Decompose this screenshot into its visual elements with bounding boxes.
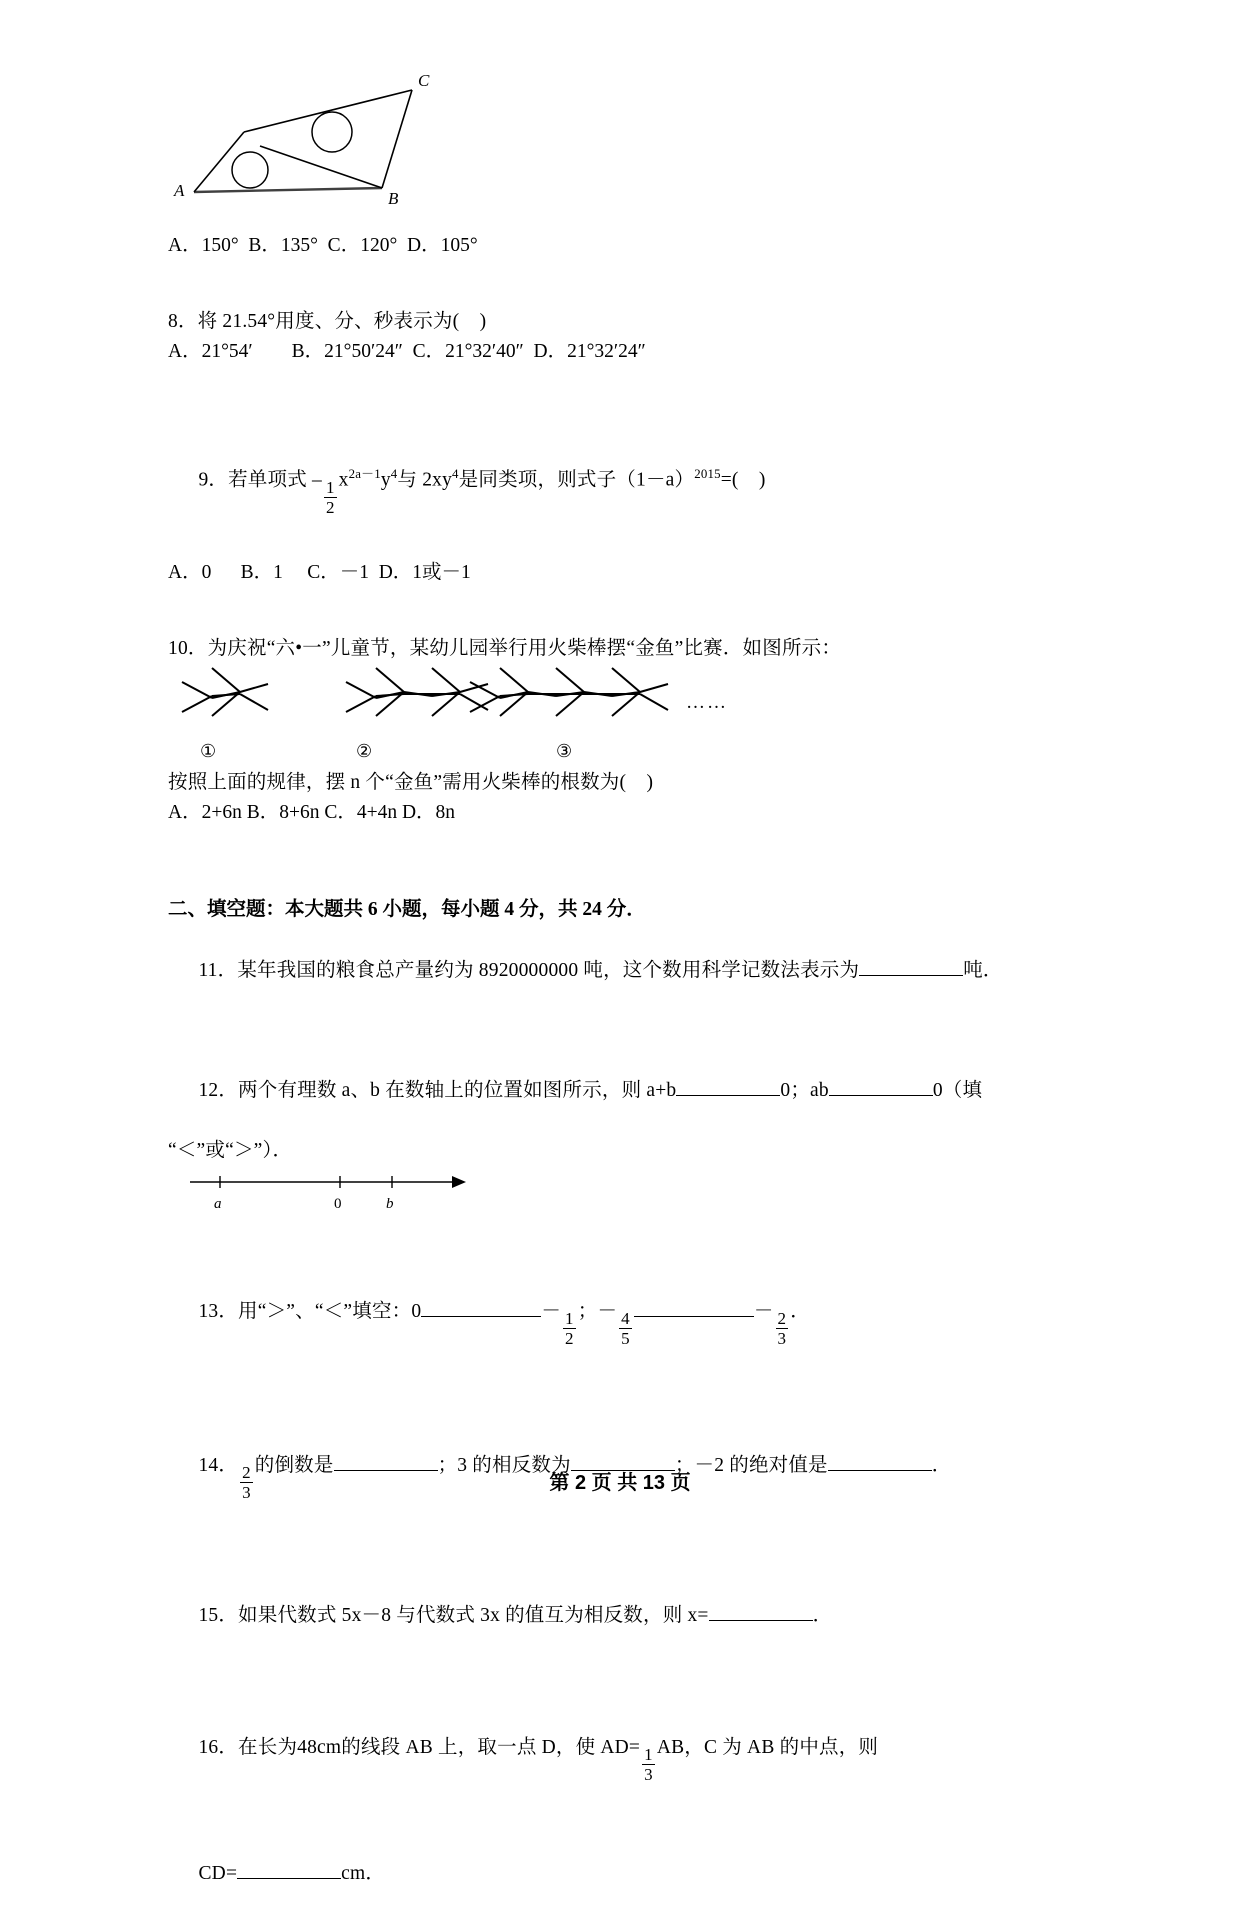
q13 xyxy=(168,1267,1088,1377)
q11 xyxy=(168,926,1088,1016)
q12-answer-blank-1[interactable] xyxy=(676,1095,780,1096)
q16-frac-numerator: 1 xyxy=(644,1745,653,1764)
q11-answer-blank[interactable] xyxy=(859,975,963,976)
vertex-label-c: C xyxy=(418,71,430,90)
q9-stem-part4: 与 2xy xyxy=(397,469,453,491)
q16-answer-blank[interactable] xyxy=(237,1878,341,1879)
q9-exponent-3: 4 xyxy=(452,467,459,481)
q9-exponent-2: 4 xyxy=(390,467,398,481)
q10-options: A．2+6n B．8+6n C．4+4n D．8n xyxy=(168,801,456,823)
triangle-diagram-svg xyxy=(172,70,472,210)
q13-suffix: ． xyxy=(790,1300,810,1322)
triangle-figure xyxy=(172,70,1088,215)
axis-tick-label-a: a xyxy=(214,1195,222,1212)
q9-exponent-4: 2015 xyxy=(694,467,721,481)
q14-part1: 的倒数是 xyxy=(254,1454,334,1476)
q8-options: A．21°54′ B．21°50′24″ C．21°32′40″ D．21°32′24″ xyxy=(168,341,646,362)
q15-answer-blank[interactable] xyxy=(709,1620,813,1621)
q14-frac-numerator: 2 xyxy=(242,1462,251,1482)
q9-options: A．0 B．1 C．－1 D．1或－1 xyxy=(168,561,471,583)
number-line-svg xyxy=(182,1166,482,1220)
q9-frac-numerator: 1 xyxy=(325,477,335,497)
q12-answer-blank-2[interactable] xyxy=(829,1095,933,1096)
q16-text-d: cm． xyxy=(341,1863,386,1884)
matchstick-fish-svg xyxy=(174,664,734,736)
q13-frac1-denominator: 2 xyxy=(565,1328,574,1348)
q9-fraction-half xyxy=(324,479,337,516)
q14-part2: ；3 的相反数为 xyxy=(437,1454,571,1476)
q16-line2 xyxy=(168,1829,1088,1919)
q12-line1 xyxy=(168,1046,1088,1136)
fish-label-3: ③ xyxy=(556,740,573,761)
q13-frac2-numerator: 4 xyxy=(621,1308,630,1328)
q16-fraction xyxy=(642,1746,655,1783)
q13-frac3-denominator: 3 xyxy=(777,1328,787,1348)
fish-label-2: ② xyxy=(356,740,373,761)
q13-answer-blank-1[interactable] xyxy=(421,1316,541,1317)
q9-stem-part1: 9．若单项式 – xyxy=(198,469,322,491)
axis-tick-label-b: b xyxy=(386,1195,394,1212)
section2-heading-text: 二、填空题：本大题共 6 小题，每小题 4 分，共 24 分． xyxy=(168,898,646,920)
q8-stem: 8．将 21.54°用度、分、秒表示为( ) xyxy=(168,311,487,332)
q16-text-c: CD= xyxy=(198,1863,238,1884)
q12-line2: “＜”或“＞”）． xyxy=(168,1139,293,1161)
q9-stem-part3: y xyxy=(380,469,391,491)
q11-text-before: 11．某年我国的粮食总产量约为 8920000000 吨，这个数用科学记数法表示为 xyxy=(198,959,860,981)
q13-frac3-sign: － xyxy=(753,1300,774,1322)
q14-prefix: 14． xyxy=(198,1454,239,1476)
q15-suffix: ． xyxy=(812,1604,833,1626)
q13-answer-blank-2[interactable] xyxy=(634,1316,754,1317)
q16-line1 xyxy=(168,1703,1088,1813)
q13-fraction-3 xyxy=(776,1310,789,1347)
q9-stem-part5: 是同类项，则式子（1－a） xyxy=(458,469,695,491)
q9-stem-part2: x xyxy=(338,469,349,491)
q14-part3: ；－2 的绝对值是 xyxy=(674,1454,828,1476)
fish-label-1: ① xyxy=(200,740,217,761)
q9-stem xyxy=(168,429,1088,546)
q14-frac-denominator: 3 xyxy=(242,1482,251,1502)
q15-text: 15．如果代数式 5x－8 与代数式 3x 的值互为相反数，则 x= xyxy=(198,1604,709,1626)
q13-frac3-numerator: 2 xyxy=(777,1308,787,1328)
page-content xyxy=(168,70,1088,1919)
q12-text-c: 0（填 xyxy=(932,1079,983,1101)
q14-part4: ． xyxy=(931,1454,952,1476)
q7-options: A．150° B．135° C．120° D．105° xyxy=(168,235,478,256)
q13-mid: ； xyxy=(577,1300,598,1322)
q13-prefix: 13．用“＞”、“＜”填空：0 xyxy=(198,1300,422,1322)
ellipsis-dots: …… xyxy=(686,691,728,713)
fish-figure-labels xyxy=(174,741,1088,767)
q11-text-after: 吨． xyxy=(963,959,1003,981)
q16-text-b: AB，C 为 AB 的中点，则 xyxy=(656,1736,879,1758)
q9-stem-part6: =( ) xyxy=(720,469,766,491)
matchstick-fish-figure xyxy=(174,664,1088,760)
q12-text-a: 12．两个有理数 a、b 在数轴上的位置如图所示，则 a+b xyxy=(198,1079,677,1101)
q9-frac-denominator: 2 xyxy=(325,497,335,517)
q13-frac1-sign: － xyxy=(541,1300,562,1322)
q9-exponent-1: 2a－1 xyxy=(348,467,381,481)
number-line-arrow xyxy=(452,1176,466,1188)
page-footer: 第 2 页 共 13 页 xyxy=(549,1472,691,1494)
q15 xyxy=(168,1571,1088,1661)
number-line-figure xyxy=(182,1166,1088,1225)
q13-fraction-2 xyxy=(619,1310,632,1347)
q13-frac2-denominator: 5 xyxy=(621,1328,630,1348)
q10-stem: 10．为庆祝“六•一”儿童节，某幼儿园举行用火柴棒摆“金鱼”比赛．如图所示： xyxy=(168,637,842,659)
q10-stem2: 按照上面的规律，摆 n 个“金鱼”需用火柴棒的根数为( ) xyxy=(168,771,654,793)
q13-frac2-sign: － xyxy=(597,1300,618,1322)
vertex-label-a: A xyxy=(174,181,185,200)
q16-text-a: 16．在长为48cm的线段 AB 上，取一点 D，使 AD= xyxy=(198,1736,641,1758)
q13-fraction-1 xyxy=(563,1310,576,1347)
vertex-label-b: B xyxy=(388,189,399,208)
q13-frac1-numerator: 1 xyxy=(565,1308,574,1328)
q16-frac-denominator: 3 xyxy=(644,1765,653,1784)
section2-heading xyxy=(168,894,1088,926)
axis-tick-label-zero: 0 xyxy=(334,1195,342,1212)
q12-text-b: 0；ab xyxy=(780,1079,829,1101)
